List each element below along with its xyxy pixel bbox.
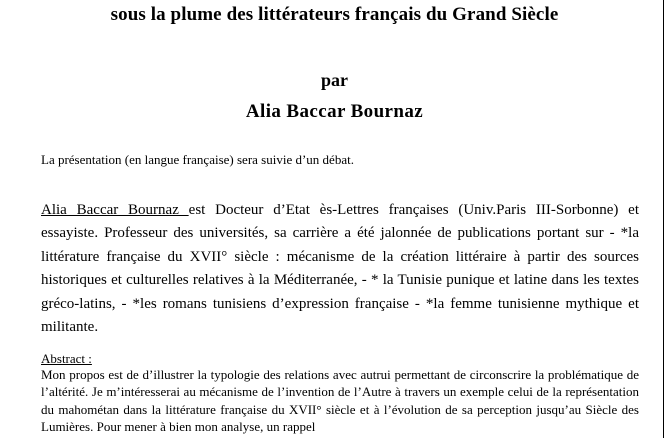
abstract-text: Mon propos est de d’illustrer la typologie des relations avec autrui permettant de circonscrire la problématique de l’altérité. Je m’intéresserai au mécanisme de l’invention de l’Autre à travers un exemple celui de la représentation du mahométan dans la littérature française du XVII° siècle et à l’évolution de sa perception jusqu’au Siècle des Lumières. Pour mener à bien mon analyse, un rappel [41,367,639,434]
by-line: par [321,70,348,90]
page-border-rule [663,0,664,438]
bio-author-name: Alia Baccar Bournaz [41,202,189,218]
author-name: Alia Baccar Bournaz [245,101,424,122]
author-bio [41,199,639,339]
presentation-note: La présentation (en langue française) sera suivie d’un débat. [41,152,354,167]
document-title: sous la plume des littérateurs français du Grand Siècle [110,4,559,25]
bio-text: est Docteur d’Etat ès-Lettres françaises (Univ.Paris III-Sorbonne) et essayiste. Professeur des universités, sa carrière a été jalonnée de publications portant sur - *la littérature française du XVII° siècle : mécanisme de la création littéraire à partir des sources historiques et culturelles relatives à la Méditerranée, - * la Tunisie punique et latine dans les textes gréco-latins, - *les romans tunisiens d’expression française - *la femme tunisienne mythique et militante. [41,202,639,336]
abstract-heading: Abstract : [41,351,92,366]
